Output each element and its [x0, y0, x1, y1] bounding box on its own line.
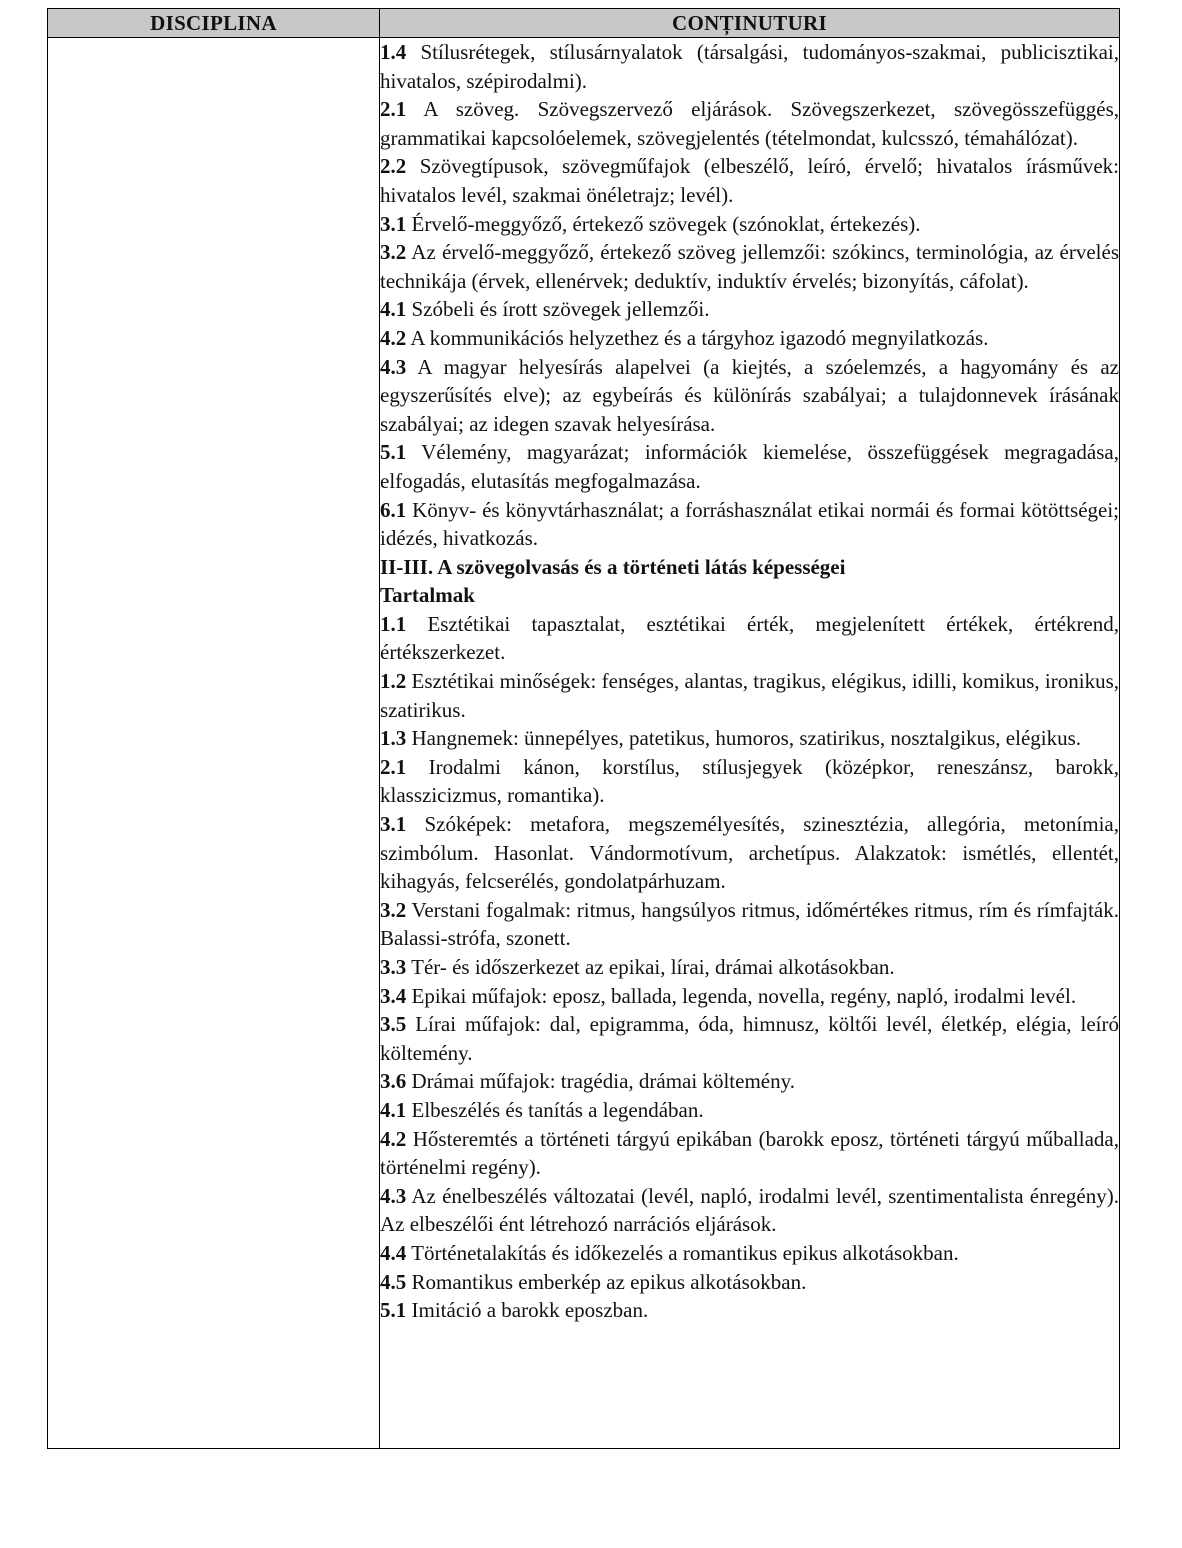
item-text: Történetalakítás és időkezelés a romantikus epikus alkotásokban.	[411, 1240, 959, 1265]
content-item	[380, 667, 1119, 724]
item-number: 1.1	[380, 611, 407, 636]
item-number: 4.3	[380, 1183, 407, 1208]
item-number: 4.4	[380, 1240, 407, 1265]
item-number: 4.3	[380, 354, 407, 379]
content-item	[380, 1296, 1119, 1325]
content-item	[380, 1067, 1119, 1096]
item-text: Romantikus emberkép az epikus alkotásokban.	[411, 1269, 807, 1294]
item-number: 2.2	[380, 154, 407, 179]
content-item	[380, 1268, 1119, 1297]
content-item	[380, 982, 1119, 1011]
item-text: Hangnemek: ünnepélyes, patetikus, humoros, szatirikus, nosztalgikus, elégikus.	[411, 726, 1082, 751]
item-text: Hősteremtés a történeti tárgyú epikában (barokk eposz, történeti tárgyú műballada, történelmi regény).	[380, 1126, 1119, 1180]
item-number: 1.3	[380, 726, 407, 751]
item-text: Vélemény, magyarázat; információk kiemelése, összefüggések megragadása, elfogadás, elutasítás megfogalmazása.	[380, 440, 1119, 493]
item-number: 4.5	[380, 1269, 407, 1294]
content-item	[380, 953, 1119, 982]
item-text: Lírai műfajok: dal, epigramma, óda, himnusz, költői levél, életkép, elégia, leíró költemény.	[380, 1012, 1119, 1065]
item-text: Könyv- és könyvtárhasználat; a forráshasználat etikai normái és formai kötöttségei; idézés, hivatkozás.	[380, 497, 1120, 551]
header-row	[48, 9, 1120, 38]
content-item	[380, 324, 1119, 353]
content-item	[380, 610, 1119, 667]
item-number: 3.2	[380, 240, 407, 265]
content-item	[380, 95, 1119, 152]
item-number: 4.1	[380, 297, 407, 322]
item-text: A magyar helyesírás alapelvei (a kiejtés, a szóelemzés, a hagyomány és az egyszerűsítés elve); az egybeírás és különírás szabályai; a tulajdonnevek írásának szabályai; az idegen szavak helyesírása.	[380, 354, 1120, 436]
header-disciplina: DISCIPLINA	[48, 9, 380, 38]
item-text: Imitáció a barokk eposzban.	[411, 1298, 649, 1323]
item-text: A kommunikációs helyzethez és a tárgyhoz igazodó megnyilatkozás.	[410, 325, 989, 350]
item-text: Szóképek: metafora, megszemélyesítés, szinesztézia, allegória, metonímia, szimbólum. Hasonlat. Vándormotívum, archetípus. Alakzatok: ismétlés, ellentét, kihagyás, felcserélés, gondolatpárhuzam.	[380, 812, 1120, 894]
item-text: Érvelő-meggyőző, értekező szövegek (szónoklat, értekezés).	[411, 211, 921, 236]
item-number: 1.4	[380, 40, 407, 64]
item-text: Irodalmi kánon, korstílus, stílusjegyek (középkor, reneszánsz, barokk, klasszicizmus, romantika).	[380, 754, 1120, 808]
item-number: 5.1	[380, 440, 407, 465]
item-number: 5.1	[380, 1298, 407, 1323]
item-text: A szöveg. Szövegszervező eljárások. Szövegszerkezet, szövegösszefüggés, grammatikai kapcsolóelemek, szövegjelentés (tételmondat, kulcsszó, témahálózat).	[380, 97, 1120, 150]
content-item	[380, 810, 1119, 896]
item-text: Elbeszélés és tanítás a legendában.	[411, 1097, 704, 1122]
section-title: II-III. A szövegolvasás és a történeti látás képességei	[380, 554, 846, 579]
item-text: Az énelbeszélés változatai (levél, napló, irodalmi levél, szentimentalista énregény). Az elbeszélői ént létrehozó narrációs eljárások.	[380, 1183, 1119, 1237]
item-number: 3.5	[380, 1012, 407, 1037]
content-item	[380, 295, 1119, 324]
item-text: Esztétikai minőségek: fenséges, alantas, tragikus, elégikus, idilli, komikus, ironikus, szatirikus.	[380, 669, 1120, 722]
content-item	[380, 353, 1119, 439]
content-row	[48, 38, 1120, 1449]
item-text: Az érvelő-meggyőző, értekező szöveg jellemzői: szókincs, terminológia, az érvelés technikája (érvek, ellenérvek; deduktív, induktív érvelés; bizonyítás, cáfolat).	[380, 240, 1119, 293]
item-number: 1.2	[380, 669, 407, 694]
item-number: 3.4	[380, 983, 407, 1008]
content-item	[380, 724, 1119, 753]
item-text: Verstani fogalmak: ritmus, hangsúlyos ritmus, időmértékes ritmus, rím és rímfajták. Balassi-strófa, szonett.	[380, 897, 1119, 951]
item-text: Stílusrétegek, stílusárnyalatok (társalgási, tudományos-szakmai, publicisztikai, hivatalos, szépirodalmi).	[380, 40, 1120, 93]
section-subtitle: Tartalmak	[380, 583, 475, 608]
item-number: 3.2	[380, 897, 407, 922]
content-list-part2	[380, 610, 1119, 1325]
item-number: 3.1	[380, 812, 407, 837]
content-item	[380, 38, 1119, 95]
content-item	[380, 1239, 1119, 1268]
content-item	[380, 152, 1119, 209]
content-item	[380, 210, 1119, 239]
item-text: Epikai műfajok: eposz, ballada, legenda, novella, regény, napló, irodalmi levél.	[411, 983, 1077, 1008]
content-item	[380, 896, 1119, 953]
content-item	[380, 438, 1119, 495]
item-number: 2.1	[380, 97, 407, 122]
content-cell	[380, 38, 1120, 1449]
content-item	[380, 238, 1119, 295]
content-item	[380, 1010, 1119, 1067]
header-continuturi: CONȚINUTURI	[380, 9, 1120, 38]
item-number: 3.6	[380, 1069, 407, 1094]
item-text: Drámai műfajok: tragédia, drámai költemény.	[411, 1069, 795, 1094]
content-item	[380, 1125, 1119, 1182]
item-number: 4.2	[380, 325, 407, 350]
item-text: Szóbeli és írott szövegek jellemzői.	[411, 297, 710, 322]
item-number: 4.2	[380, 1126, 407, 1151]
item-number: 3.1	[380, 211, 407, 236]
item-number: 6.1	[380, 497, 407, 522]
item-number: 3.3	[380, 955, 407, 979]
content-list-part1	[380, 38, 1119, 553]
item-text: Esztétikai tapasztalat, esztétikai érték, megjelenített értékek, értékrend, értékszerkezet.	[380, 611, 1120, 665]
curriculum-table	[47, 8, 1120, 1449]
content-item	[380, 753, 1119, 810]
content-item	[380, 1096, 1119, 1125]
content-item	[380, 1182, 1119, 1239]
item-text: Szövegtípusok, szövegműfajok (elbeszélő, leíró, érvelő; hivatalos írásművek: hivatalos levél, szakmai önéletrajz; levél).	[380, 154, 1120, 207]
content-item	[380, 496, 1119, 553]
discipline-cell	[48, 38, 380, 1449]
item-number: 4.1	[380, 1097, 407, 1122]
item-number: 2.1	[380, 754, 407, 779]
item-text: Tér- és időszerkezet az epikai, lírai, drámai alkotásokban.	[411, 955, 895, 979]
